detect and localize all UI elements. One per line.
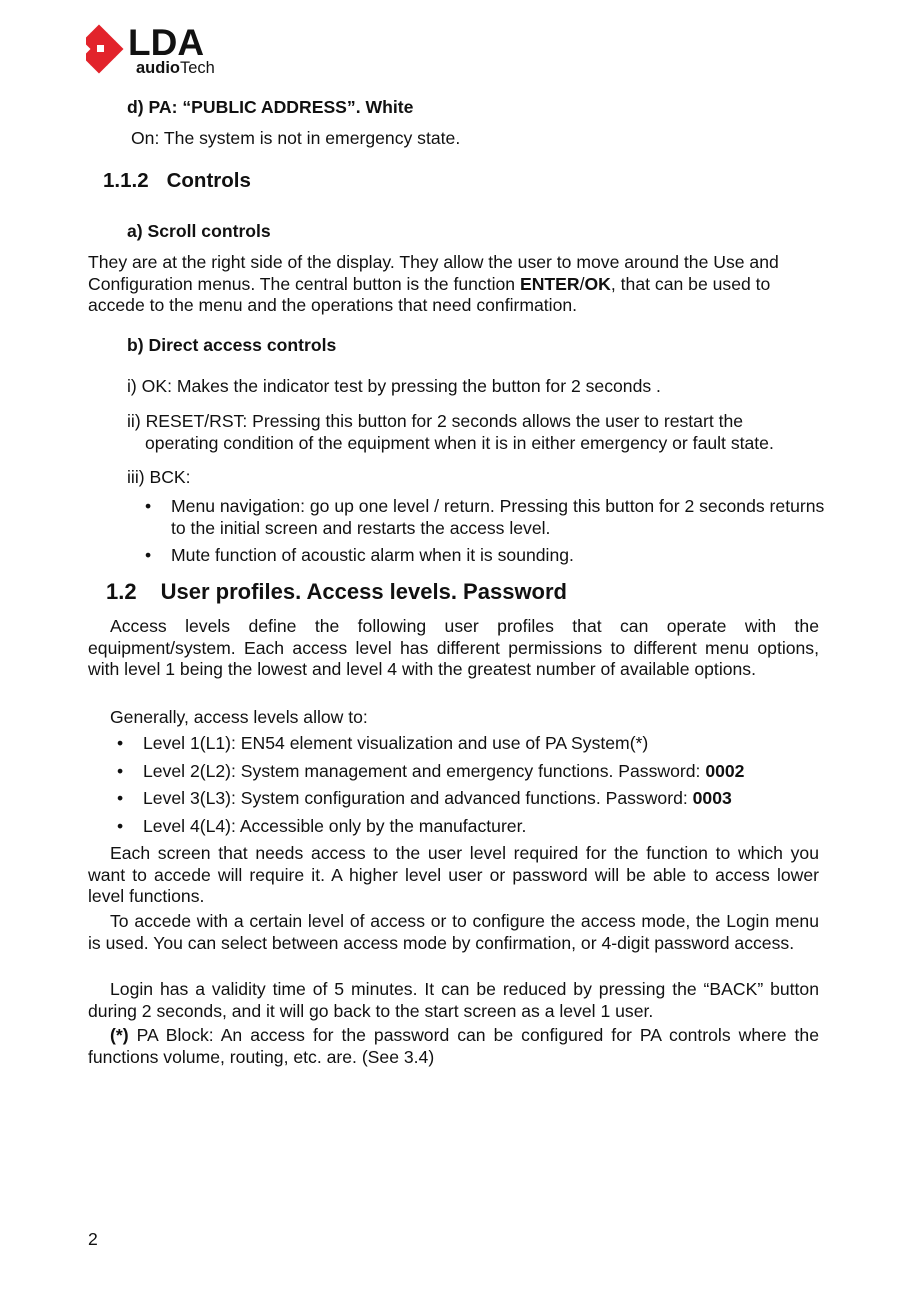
access-levels-intro: Access levels define the following user profiles that can operate with the equipment/system. Each access level has different permissions to different menu options, with level 1 being the lowest and level 4 with the greatest number of available options. — [88, 616, 819, 679]
level-3-password: 0003 — [692, 788, 732, 808]
level-3-item: • Level 3(L3): System configuration and advanced functions. Password: 0003 — [117, 788, 817, 810]
level-1-item: • Level 1(L1): EN54 element visualization and use of PA System(*) — [117, 733, 817, 755]
section-title: Controls — [166, 169, 251, 192]
section-heading-user-profiles — [106, 579, 567, 605]
level-2-item: • Level 2(L2): System management and emergency functions. Password: 0002 — [117, 761, 817, 783]
direct-item-ii-line2: operating condition of the equipment when it is in either emergency or fault state. — [145, 433, 774, 453]
logo-diamonds-icon — [86, 25, 123, 74]
page-number: 2 — [88, 1229, 98, 1249]
brand-name: LDA — [128, 24, 205, 63]
generally-text: Generally, access levels allow to: — [110, 707, 368, 727]
list-item: • Menu navigation: go up one level / return. Pressing this button for 2 seconds returns to the initial screen and restarts the access level. — [145, 496, 825, 539]
section-number: 1.1.2 — [103, 169, 149, 192]
access-levels-list — [117, 733, 817, 843]
bck-bullet-list — [145, 496, 825, 573]
scroll-controls-heading: a) Scroll controls — [127, 221, 271, 241]
pa-block-note: (*) PA Block: An access for the password can be configured for PA controls where the functions volume, routing, etc. are. (See 3.4) — [88, 1025, 819, 1067]
direct-item-ii-line1: ii) RESET/RST: Pressing this button for 2 seconds allows the user to restart the — [127, 411, 744, 431]
level-2-password: 0002 — [705, 760, 745, 781]
section-number: 1.2 — [106, 579, 137, 604]
lda-audiotech-logo — [86, 24, 236, 84]
section-title: User profiles. Access levels. Password — [160, 579, 567, 604]
list-item: • Mute function of acoustic alarm when it is sounding. — [145, 545, 825, 567]
section-heading-controls — [103, 169, 251, 193]
login-paragraph: Login has a validity time of 5 minutes. It can be reduced by pressing the “BACK” button during 2 seconds, and it will go back to the start screen as a level 1 user. — [88, 979, 819, 1021]
each-screen-paragraph: Each screen that needs access to the user level required for the function to which you want to accede will require it. A higher level user or password will be able to access lower level functions. — [88, 843, 819, 906]
pa-on-text: On: The system is not in emergency state. — [131, 128, 461, 148]
scroll-controls-paragraph: They are at the right side of the display. They allow the user to move around the Use and Configuration menus. The central button is the function ENTER/OK, that can be used to accede to the menu and the operations that need confirmation. — [88, 252, 779, 315]
pa-heading: d) PA: “PUBLIC ADDRESS”. White — [127, 97, 414, 117]
accede-paragraph: To accede with a certain level of access or to configure the access mode, the Login menu is used. You can select between access mode by confirmation, or 4-digit password access. — [88, 911, 819, 953]
direct-access-heading: b) Direct access controls — [127, 335, 337, 355]
direct-item-iii: iii) BCK: — [127, 467, 191, 487]
level-4-item: • Level 4(L4): Accessible only by the manufacturer. — [117, 816, 817, 838]
direct-item-i: i) OK: Makes the indicator test by pressing the button for 2 seconds . — [127, 376, 661, 396]
brand-subtitle: audioTech — [136, 59, 215, 77]
